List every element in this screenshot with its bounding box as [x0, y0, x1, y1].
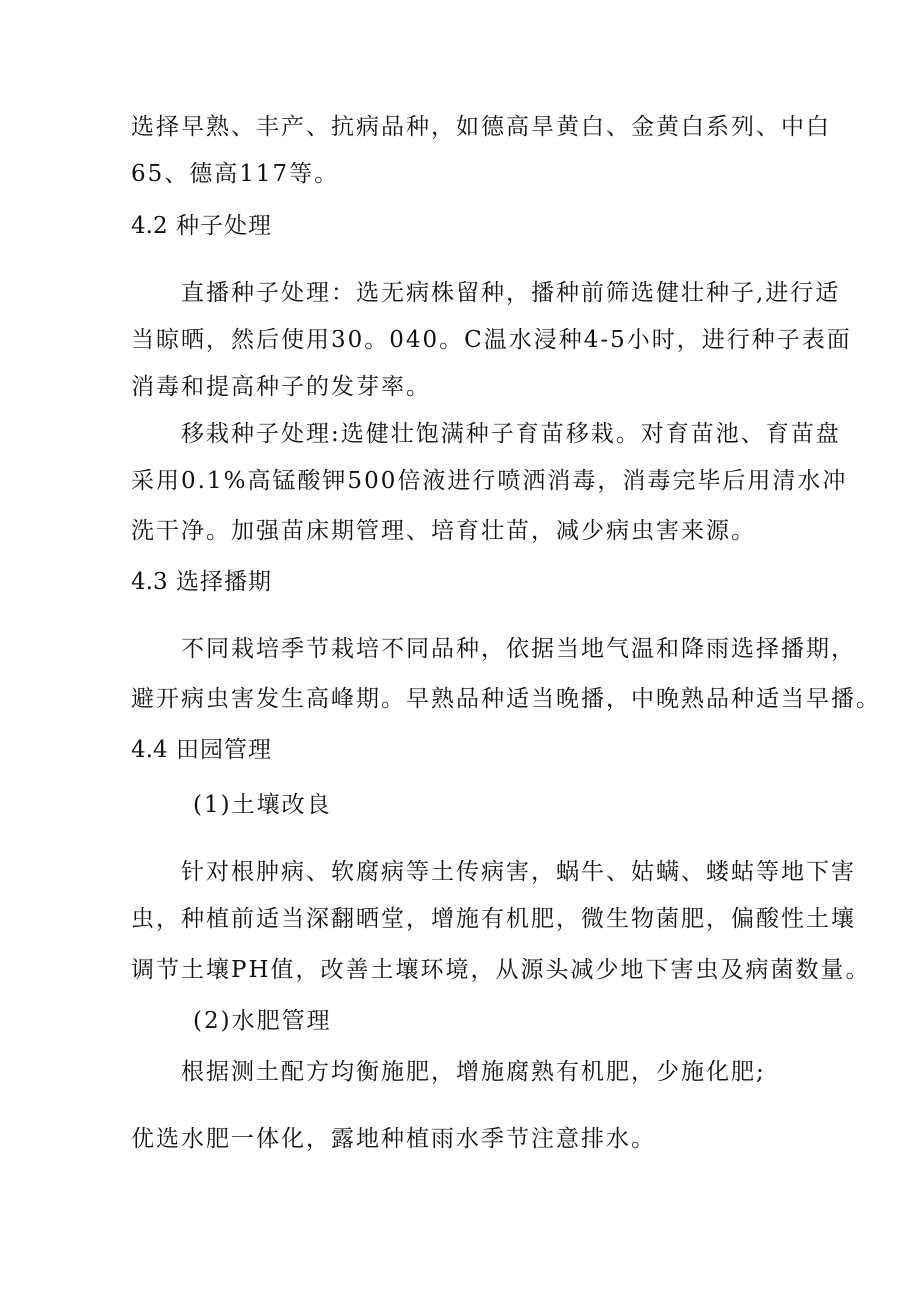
- section-number: 4.3: [131, 569, 168, 595]
- paragraph-line: 移栽种子处理:选健壮饱满种子育苗移栽。对育苗池、育苗盘: [181, 421, 841, 447]
- paragraph-line: 根据测土配方均衡施肥，增施腐熟有机肥，少施化肥;: [181, 1059, 766, 1085]
- section-title: 田园管理: [176, 737, 272, 763]
- paragraph-line: 不同栽培季节栽培不同品种，依据当地气温和降雨选择播期，: [181, 636, 856, 662]
- paragraph-line: 选择早熟、丰产、抗病品种，如德高旱黄白、金黄白系列、中白: [131, 114, 831, 140]
- section-heading-4-4: [131, 735, 272, 765]
- paragraph-line: 优选水肥一体化，露地种植雨水季节注意排水。: [131, 1126, 656, 1152]
- subsection-heading-water: (2)水肥管理: [193, 1008, 332, 1034]
- section-title: 种子处理: [176, 213, 272, 239]
- subsection-heading-soil: (1)土壤改良: [193, 792, 332, 818]
- section-heading-4-3: [131, 567, 272, 597]
- paragraph-line: 当晾晒，然后使用30。040。C温水浸种4-5小时，进行种子表面: [131, 327, 852, 353]
- section-heading-4-2: [131, 211, 272, 241]
- section-title: 选择播期: [176, 569, 272, 595]
- paragraph-line: 针对根肿病、软腐病等土传病害，蜗牛、姑螨、蝼蛄等地下害: [181, 859, 856, 885]
- section-number: 4.2: [131, 213, 168, 239]
- section-number: 4.4: [131, 737, 168, 763]
- paragraph-line: 洗干净。加强苗床期管理、培育壮苗，减少病虫害来源。: [131, 518, 756, 544]
- paragraph-line: 消毒和提高种子的发芽率。: [131, 374, 431, 400]
- paragraph-line: 采用0.1%高锰酸钾500倍液进行喷洒消毒，消毒完毕后用清水冲: [131, 468, 848, 494]
- paragraph-line: 避开病虫害发生高峰期。早熟品种适当晚播，中晚熟品种适当早播。: [131, 686, 881, 712]
- paragraph-line: 调节土壤PH值，改善土壤环境，从源头减少地下害虫及病菌数量。: [131, 957, 871, 983]
- paragraph-line: 直播种子处理：选无病株留种，播种前筛选健壮种子,进行适: [181, 280, 841, 306]
- paragraph-line: 65、德高117等。: [131, 161, 340, 187]
- paragraph-line: 虫，种植前适当深翻晒堂，增施有机肥，微生物菌肥，偏酸性土壤: [131, 906, 856, 932]
